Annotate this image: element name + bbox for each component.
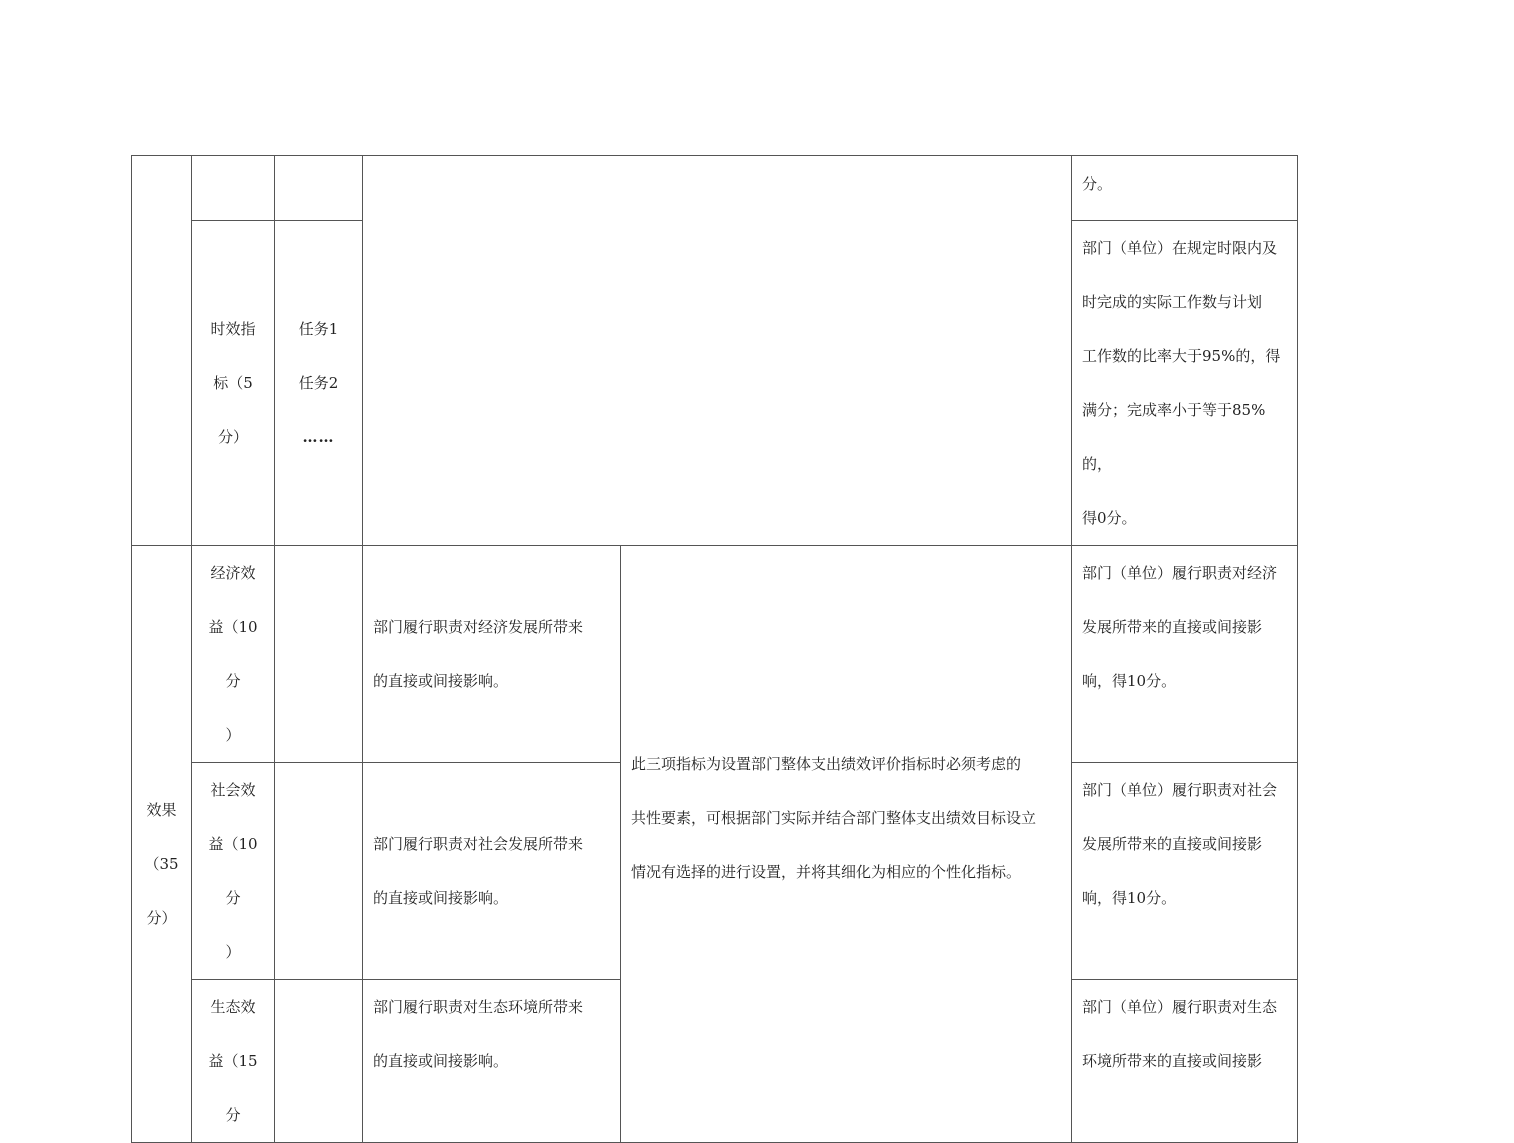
explanation-line: 的直接或间接影响。 (373, 1052, 509, 1070)
explanation-line: 的直接或间接影响。 (373, 889, 509, 907)
category-label-line: （35 (144, 855, 179, 873)
indicator-label-line: 社会效 (210, 781, 256, 799)
criteria-line: 部门（单位）在规定时限内及 (1082, 239, 1278, 257)
task-cell-empty (275, 980, 363, 1143)
criteria-line: 环境所带来的直接或间接影 (1082, 1052, 1263, 1070)
explanation-line: 部门履行职责对社会发展所带来 (373, 835, 584, 853)
criteria-line: 工作数的比率大于95%的，得 (1082, 347, 1281, 365)
table-row-continuation (132, 156, 1298, 221)
indicator-cell-ecological (192, 980, 275, 1143)
criteria-line: 响，得10分。 (1082, 672, 1177, 690)
explanation-line: 的直接或间接影响。 (373, 672, 509, 690)
indicator-label (192, 980, 274, 1142)
criteria-line: 发展所带来的直接或间接影 (1082, 835, 1263, 853)
indicator-cell-economic (192, 546, 275, 763)
table-row-economic (132, 546, 1298, 763)
criteria-cell-ecological (1072, 980, 1298, 1143)
note-cell (621, 546, 1072, 1143)
indicator-label-line: 经济效 (210, 564, 256, 582)
criteria-text (1072, 763, 1297, 925)
indicator-label-line: ） (225, 943, 241, 961)
explanation-cell-social (363, 763, 621, 980)
explanation-cell-empty (363, 156, 1072, 546)
criteria-text: 分。 (1082, 175, 1113, 193)
criteria-cell-economic (1072, 546, 1298, 763)
explanation-cell-economic (363, 546, 621, 763)
criteria-text (1072, 221, 1297, 545)
indicator-label-line: 益（10分 (208, 835, 258, 907)
indicator-label (192, 302, 274, 464)
criteria-cell-timeliness (1072, 221, 1298, 546)
criteria-line: 部门（单位）履行职责对生态 (1082, 998, 1278, 1016)
note-text (621, 737, 1071, 951)
criteria-cell (1072, 156, 1298, 221)
task-item: 任务2 (298, 374, 339, 392)
indicator-label-line: 益（15分 (208, 1052, 258, 1124)
criteria-line: 满分；完成率小于等于85%的， (1082, 401, 1266, 473)
explanation-text (363, 817, 620, 925)
category-cell-effect (132, 546, 192, 1143)
criteria-text (1072, 546, 1297, 708)
evaluation-table (131, 155, 1298, 1143)
note-line: 情况有选择的进行设置，并将其细化为相应的个性化指标。 (631, 863, 1022, 881)
indicator-label-line: 益（10分 (208, 618, 258, 690)
indicator-cell-timeliness (192, 221, 275, 546)
note-line: 共性要素，可根据部门实际并结合部门整体支出绩效目标设立 (631, 809, 1037, 827)
explanation-line: 部门履行职责对经济发展所带来 (373, 618, 584, 636)
task-item: 任务1 (298, 320, 339, 338)
note-line: 此三项指标为设置部门整体支出绩效评价指标时必须考虑的 (631, 755, 1022, 773)
indicator-label (192, 546, 274, 762)
indicator-label-line: 标（5分） (213, 374, 253, 446)
indicator-label-line: ） (225, 726, 241, 744)
task-list (275, 302, 362, 464)
explanation-cell-ecological (363, 980, 621, 1143)
indicator-label-line: 时效指 (210, 320, 256, 338)
indicator-label-line: 生态效 (210, 998, 256, 1016)
criteria-line: 部门（单位）履行职责对经济 (1082, 564, 1278, 582)
explanation-text (363, 600, 620, 708)
task-ellipsis: …… (302, 428, 335, 446)
criteria-line: 得0分。 (1082, 509, 1137, 527)
explanation-line: 部门履行职责对生态环境所带来 (373, 998, 584, 1016)
criteria-line: 时完成的实际工作数与计划 (1082, 293, 1263, 311)
criteria-line: 部门（单位）履行职责对社会 (1082, 781, 1278, 799)
indicator-cell-empty (192, 156, 275, 221)
category-cell-empty (132, 156, 192, 546)
indicator-cell-social (192, 763, 275, 980)
indicator-label (192, 763, 274, 979)
category-label-line: 效果 (146, 801, 177, 819)
task-cell-empty (275, 763, 363, 980)
task-cell-empty (275, 546, 363, 763)
criteria-line: 发展所带来的直接或间接影 (1082, 618, 1263, 636)
category-label (132, 743, 191, 945)
criteria-cell-social (1072, 763, 1298, 980)
criteria-line: 响，得10分。 (1082, 889, 1177, 907)
category-label-line: 分） (146, 909, 177, 927)
task-cell-timeliness (275, 221, 363, 546)
task-cell-empty (275, 156, 363, 221)
